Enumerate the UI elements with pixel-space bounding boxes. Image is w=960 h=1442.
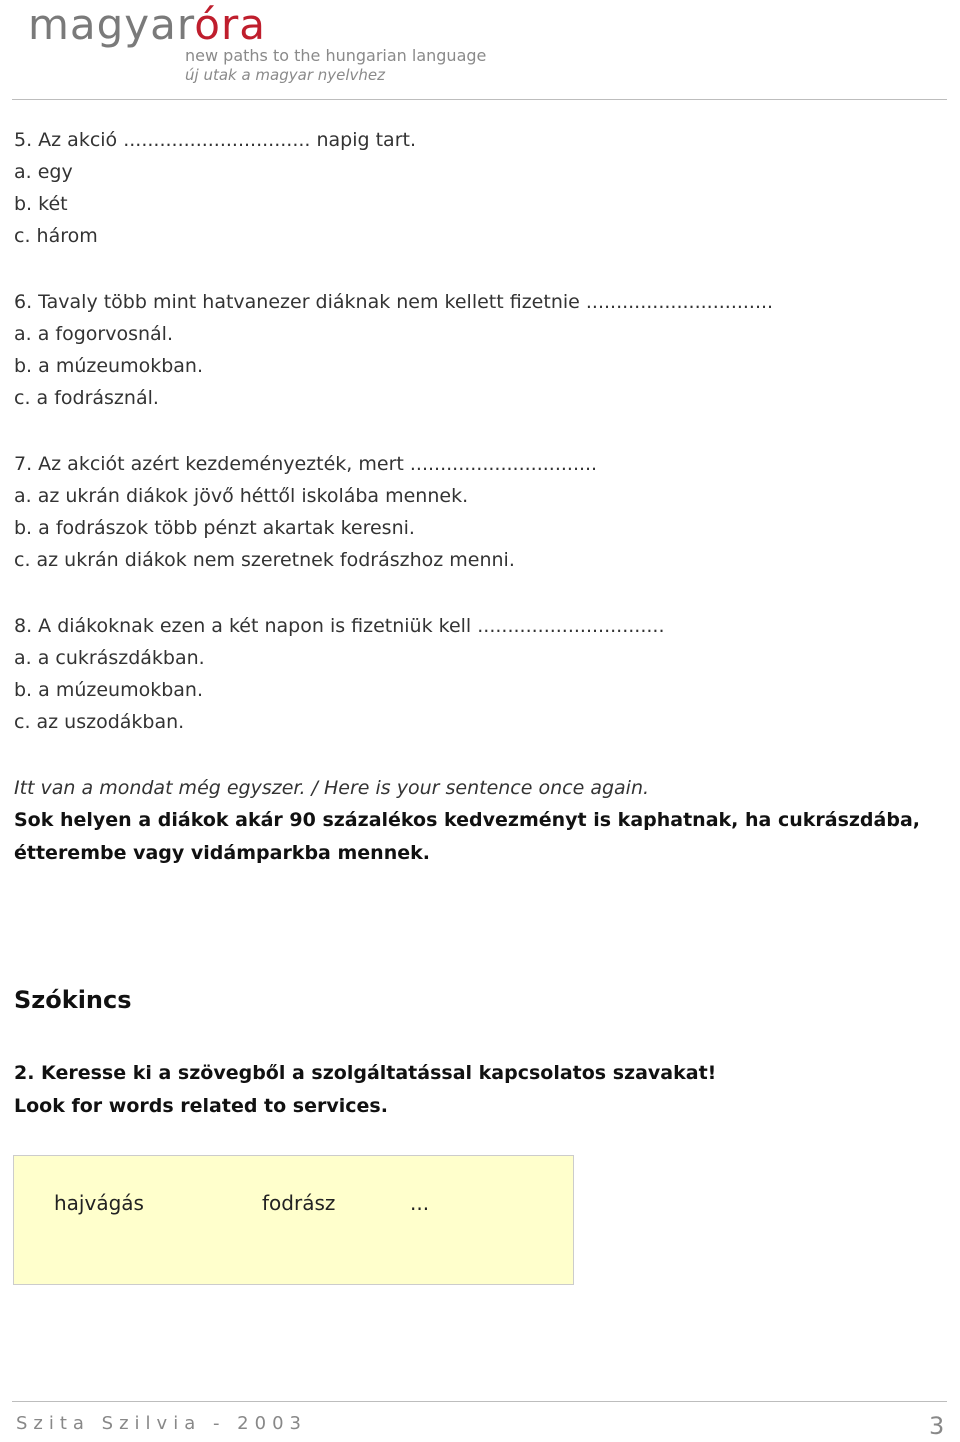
logo (28, 0, 266, 50)
footer-author: Szita Szilvia - 2003 (16, 1413, 307, 1434)
answer-option-a: a. a cukrászdákban. (14, 647, 205, 669)
answer-option-c: c. három (14, 225, 98, 247)
answer-option-b: b. a fodrászok több pénzt akartak keresni. (14, 517, 415, 539)
answer-option-c: c. az uszodákban. (14, 711, 185, 733)
question-text: 5. Az akció ............................... napig tart. (14, 129, 416, 151)
answer-option-a: a. a fogorvosnál. (14, 323, 173, 345)
task-english: Look for words related to services. (14, 1095, 388, 1117)
question-text: 6. Tavaly több mint hatvanezer diáknak nem kellett fizetnie ............................... (14, 291, 774, 313)
question-text: 8. A diákoknak ezen a két napon is fizetniük kell ............................... (14, 615, 665, 637)
vocab-word: hajvágás (54, 1191, 144, 1215)
answer-option-a: a. egy (14, 161, 73, 183)
task-instructions (14, 1057, 716, 1123)
answer-option-c: c. a fodrásznál. (14, 387, 159, 409)
question-6 (14, 286, 773, 414)
answer-option-b: b. a múzeumokban. (14, 679, 203, 701)
tagline-english: new paths to the hungarian language (185, 46, 487, 65)
question-5 (14, 124, 416, 252)
answer-option-c: c. az ukrán diákok nem szeretnek fodrászhoz menni. (14, 549, 515, 571)
page-number: 3 (929, 1412, 945, 1440)
logo-text: magyar (28, 0, 195, 49)
vocab-word-ellipsis: ... (410, 1191, 430, 1215)
question-7 (14, 448, 597, 576)
target-sentence: Sok helyen a diákok akár 90 százalékos kedvezményt is kaphatnak, ha cukrászdába, étterembe vagy vidámparkba mennek. (14, 809, 920, 864)
repeat-note: Itt van a mondat még egyszer. / Here is your sentence once again. (14, 777, 650, 799)
answer-option-b: b. két (14, 193, 68, 215)
answer-option-a: a. az ukrán diákok jövő héttől iskolába mennek. (14, 485, 469, 507)
question-8 (14, 610, 664, 738)
task-hungarian: 2. Keresse ki a szövegből a szolgáltatással kapcsolatos szavakat! (14, 1062, 717, 1084)
logo-accent-text: óra (194, 0, 266, 49)
section-title: Szókincs (14, 986, 132, 1014)
question-text: 7. Az akciót azért kezdeményezték, mert ............................... (14, 453, 598, 475)
header-divider (12, 99, 947, 100)
answer-option-b: b. a múzeumokban. (14, 355, 203, 377)
tagline-hungarian: új utak a magyar nyelvhez (185, 66, 386, 84)
vocab-word: fodrász (262, 1191, 336, 1215)
footer-divider (12, 1401, 947, 1402)
vocabulary-box (13, 1155, 574, 1285)
